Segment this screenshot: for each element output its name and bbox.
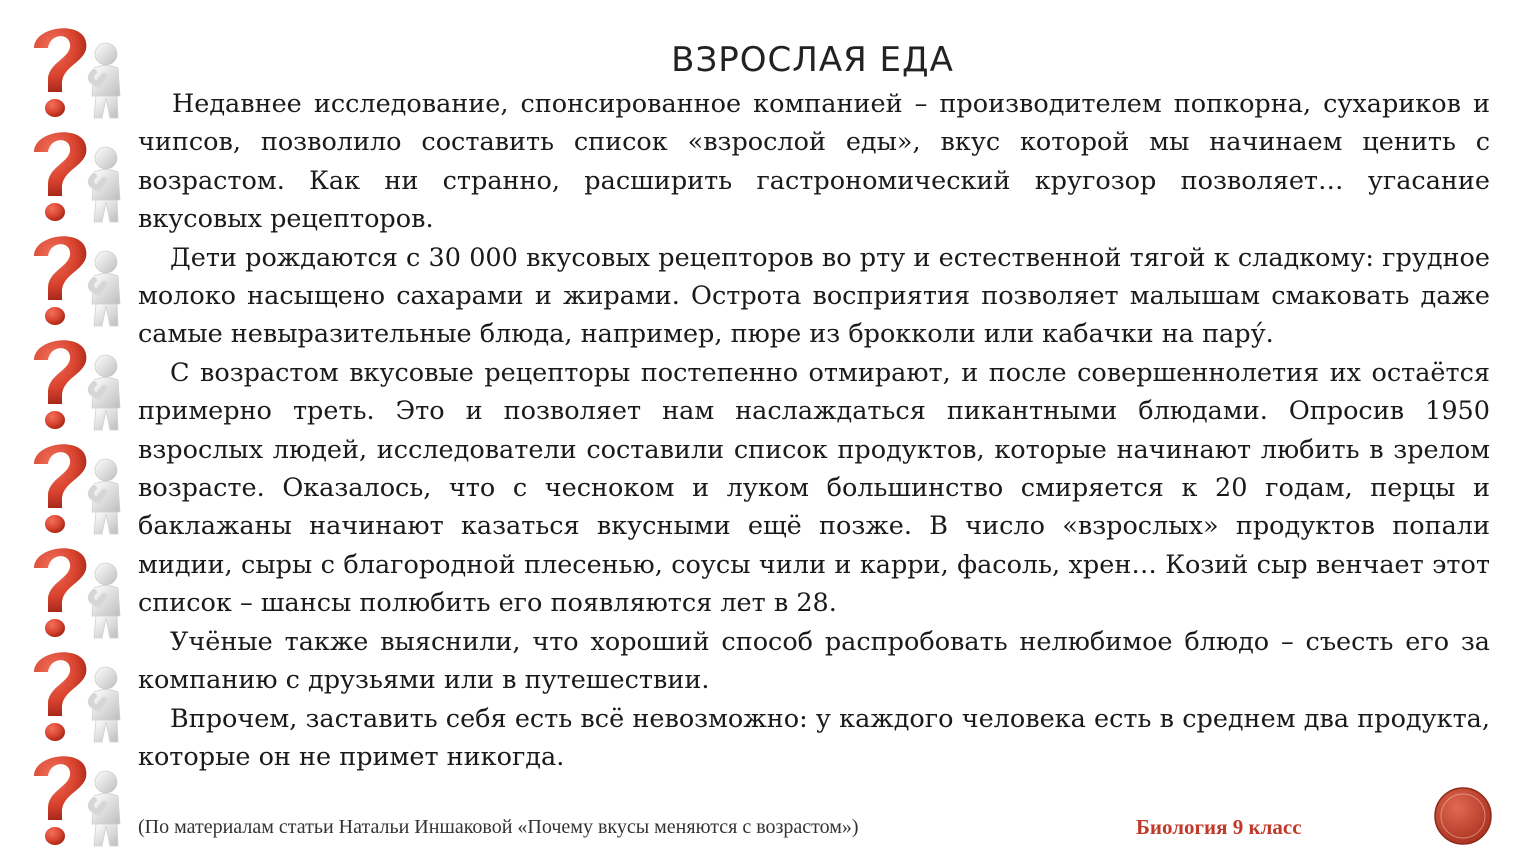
question-mark-person-icon bbox=[20, 18, 132, 122]
source-note: (По материалам статьи Натальи Иншаковой «Почему вкусы меняются с возрастом») bbox=[138, 816, 859, 838]
paragraph: Недавнее исследование, спонсированное компанией – производителем попкорна, сухариков и чипсов, позволило составить список «взрослой еды», вкус которой мы начинаем ценить с возрастом. Как ни странно, расширить гастрономический кругозор позволяет… угасание вкусовых рецепторов. bbox=[138, 89, 1490, 235]
question-mark-person-icon bbox=[20, 226, 132, 330]
decorative-sidebar bbox=[20, 18, 132, 848]
question-mark-person-icon bbox=[20, 434, 132, 538]
paragraph: Впрочем, заставить себя есть всё невозможно: у каждого человека есть в среднем два продукта, которые он не примет никогда. bbox=[138, 703, 1490, 772]
question-mark-person-icon bbox=[20, 538, 132, 642]
paragraph: С возрастом вкусовые рецепторы постепенно отмирают, и после совершеннолетия их остаётся примерно треть. Это и позволяет нам наслаждаться пикантными блюдами. Опросив 1950 взрослых людей, исследователи составили список продуктов, которые начинают любить в зрелом возрасте. Оказалось, что с чесноком и луком большинство смиряется к 20 годам, перцы и баклажаны начинают казаться вкусными ещё позже. В число «взрослых» продуктов попали мидии, сыры с благородной плесенью, соусы чили и карри, фасоль, хрен… Козий сыр венчает этот список – шансы полюбить его появляются лет в 28. bbox=[138, 357, 1490, 619]
question-mark-person-icon bbox=[20, 330, 132, 434]
subject-label: Биология 9 класс bbox=[1136, 815, 1302, 839]
slide-title: ВЗРОСЛАЯ ЕДА bbox=[671, 40, 954, 80]
question-mark-person-icon bbox=[20, 642, 132, 746]
paragraph: Учёные также выяснили, что хороший способ распробовать нелюбимое блюдо – съесть его за компанию с друзьями или в путешествии. bbox=[138, 626, 1490, 696]
question-mark-person-icon bbox=[20, 122, 132, 226]
red-circle-badge-icon bbox=[1433, 786, 1493, 846]
article-body bbox=[138, 85, 1490, 776]
question-mark-person-icon bbox=[20, 746, 132, 850]
paragraph: Дети рождаются с 30 000 вкусовых рецепторов во рту и естественной тягой к сладкому: грудное молоко насыщено сахарами и жирами. Острота восприятия позволяет малышам смаковать даже самые невыразительные блюда, например, пюре из брокколи или кабачки на пару́. bbox=[138, 242, 1490, 350]
